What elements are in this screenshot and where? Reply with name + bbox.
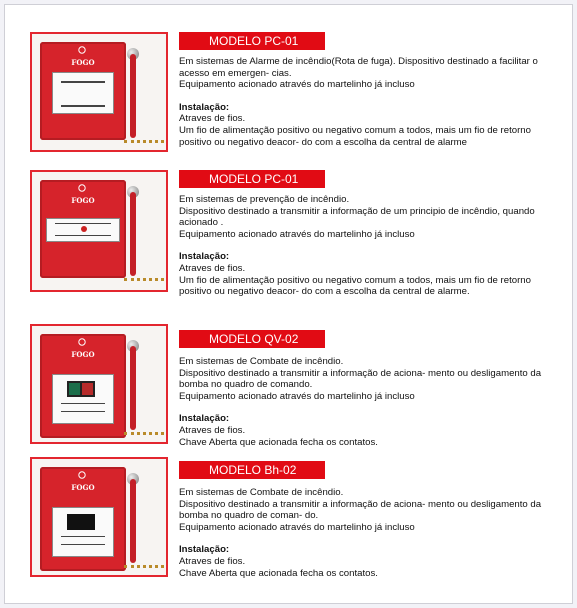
- description-line: Equipamento acionado através do martelinho já incluso: [179, 228, 415, 240]
- install-title: Instalação:: [179, 413, 230, 425]
- alarm-box: [40, 334, 126, 438]
- flame-logo-icon: [76, 184, 88, 192]
- hammer-handle: [130, 192, 136, 276]
- install-line: positivo ou negativo deacor- do com a escolha da central de alarme.: [179, 286, 470, 298]
- description-line: Equipamento acionado através do martelinho já incluso: [179, 79, 415, 91]
- description-line: bomba no quadro de comando.: [179, 379, 313, 391]
- hammer-handle: [130, 479, 136, 563]
- description-line: Dispositivo destinado a transmitir a informação de aciona- mento ou desligamento da: [179, 367, 542, 379]
- install-line: Atraves de fios.: [179, 424, 246, 436]
- pushbutton-icon: [67, 381, 95, 397]
- install-line: Chave Aberta que acionada fecha os contatos.: [179, 436, 378, 448]
- product-description: [179, 194, 564, 298]
- install-line: Atraves de fios.: [179, 113, 246, 125]
- glass-window: [52, 72, 114, 114]
- install-title: Instalação:: [179, 101, 230, 113]
- glass-window: [52, 507, 114, 557]
- device-brand: FOGO: [71, 58, 95, 67]
- description-line: bomba no quadro de coman- do.: [179, 510, 319, 522]
- install-line: Um fio de alimentação positivo ou negativo comum a todos, mais um fio de retorno: [179, 124, 531, 136]
- model-tag: MODELO QV-02: [179, 330, 325, 348]
- chain: [124, 422, 164, 435]
- device-brand: FOGO: [71, 483, 95, 492]
- install-line: positivo ou negativo deacor- do com a escolha da central de alarme: [179, 136, 467, 148]
- model-tag: MODELO PC-01: [179, 170, 325, 188]
- description-line: acionado .: [179, 217, 224, 229]
- alarm-box: [40, 180, 126, 278]
- install-line: Atraves de fios.: [179, 262, 246, 274]
- flame-logo-icon: [76, 46, 88, 54]
- chain: [124, 555, 164, 568]
- alarm-box: [40, 42, 126, 140]
- description-line: Equipamento acionado através do martelinho já incluso: [179, 521, 415, 533]
- description-line: Em sistemas de prevenção de incêndio.: [179, 194, 350, 205]
- install-title: Instalação:: [179, 544, 230, 556]
- chain: [124, 130, 164, 143]
- flame-logo-icon: [76, 471, 88, 479]
- hammer-handle: [130, 54, 136, 138]
- description-line: Dispositivo destinado a transmitir a informação de aciona- mento ou desligamento da: [179, 498, 542, 510]
- flame-logo-icon: [76, 338, 88, 346]
- hammer-handle: [130, 346, 136, 430]
- pushbutton-icon: [67, 514, 95, 530]
- install-line: Chave Aberta que acionada fecha os contatos.: [179, 567, 378, 579]
- product-photo: [30, 324, 168, 444]
- device-brand: FOGO: [71, 196, 95, 205]
- product-description: [179, 487, 564, 579]
- product-description: [179, 56, 564, 148]
- catalog-panel: [4, 4, 573, 604]
- glass-window: [46, 218, 120, 242]
- model-tag: MODELO Bh-02: [179, 461, 325, 479]
- chain: [124, 268, 164, 281]
- product-photo: [30, 170, 168, 292]
- install-line: Atraves de fios.: [179, 555, 246, 567]
- alarm-box: [40, 467, 126, 571]
- product-description: [179, 356, 564, 448]
- model-tag: MODELO PC-01: [179, 32, 325, 50]
- description-line: Em sistemas de Alarme de incêndio(Rota de fuga). Dispositivo destinado a facilitar o: [179, 56, 538, 67]
- glass-window: [52, 374, 114, 424]
- description-line: Dispositivo destinado a transmitir a informação de um principio de incêndio, quando: [179, 205, 535, 217]
- description-line: Em sistemas de Combate de incêndio.: [179, 356, 344, 367]
- description-line: Em sistemas de Combate de incêndio.: [179, 487, 344, 498]
- description-line: Equipamento acionado através do martelinho já incluso: [179, 390, 415, 402]
- device-brand: FOGO: [71, 350, 95, 359]
- install-line: Um fio de alimentação positivo ou negativo comum a todos, mais um fio de retorno: [179, 274, 531, 286]
- install-title: Instalação:: [179, 251, 230, 263]
- description-line: acesso em emergen- cias.: [179, 67, 292, 79]
- product-photo: [30, 457, 168, 577]
- product-photo: [30, 32, 168, 152]
